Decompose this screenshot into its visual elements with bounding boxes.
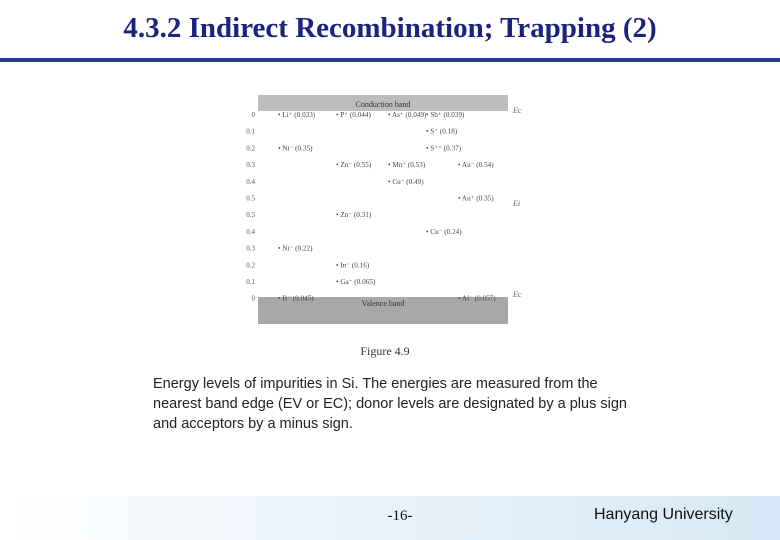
axis-tick-label: 0.4 [246,227,255,236]
impurity-level-label: • Sb⁺ (0.039) [426,111,465,119]
impurity-level-label: • Li⁺ (0.033) [278,111,316,119]
axis-tick-label: 0 [251,294,255,303]
impurity-level-label: • Zn⁻ (0.31) [336,211,372,220]
impurity-level-label: • B⁻ (0.045) [278,294,314,303]
conduction-band-label: Conduction band [355,100,411,109]
impurity-level-label: • Zn⁻ (0.55) [336,161,372,170]
axis-tick-label: 0.1 [246,127,255,136]
axis-tick-label: 0.5 [246,211,255,220]
impurity-level-label: • P⁺ (0.044) [336,111,371,119]
figure-label: Figure 4.9 [360,344,410,358]
axis-tick-label: 0.5 [246,194,255,203]
impurity-level-label: • Ni⁻ (0.35) [278,144,313,153]
university-name: Hanyang University [594,506,733,523]
impurity-level-label: • Al⁻ (0.057) [458,294,496,303]
axis-tick-label: 0.1 [246,278,255,286]
impurity-level-label: • Cu⁻ (0.49) [388,177,424,186]
impurity-level-label: • Au⁻ (0.54) [458,161,494,170]
valence-band-label: Valence band [361,299,405,308]
axis-tick-label: 0.2 [246,144,255,153]
axis-tick-label: 0.4 [246,177,255,186]
ev-edge-label: Ec [513,290,522,299]
impurity-level-label: • Ga⁻ (0.065) [336,278,376,286]
impurity-level-label: • As⁺ (0.049) [388,111,427,119]
impurity-level-label: • In⁻ (0.16) [336,261,370,270]
axis-tick-label: 0.3 [246,161,255,170]
impurity-level-label: • Mn⁺ (0.53) [388,161,426,170]
impurity-level-label: • Ni⁻ (0.22) [278,244,313,253]
slide-title: 4.3.2 Indirect Recombination; Trapping (2) [123,12,657,44]
impurity-level-label: • S⁺⁺ (0.37) [426,144,462,153]
energy-level-svg [236,82,536,332]
impurity-level-label: • Au⁺ (0.35) [458,194,494,203]
page-number: -16- [387,508,413,524]
ei-label: Ei [513,199,521,208]
axis-tick-label: 0.3 [246,244,255,253]
axis-tick-label: 0 [251,111,255,119]
axis-tick-label: 0.2 [246,261,255,270]
figure-caption: Energy levels of impurities in Si. The energies are measured from the nearest band edge (EV or EC); donor levels are designated by a plus sign and acceptors by a minus sign. [153,376,627,432]
energy-level-diagram [236,82,536,332]
impurity-level-label: • Cu⁻ (0.24) [426,227,462,236]
impurity-level-label: • S⁺ (0.18) [426,127,458,136]
title-divider [0,58,780,62]
ec-edge-label: Ec [513,106,522,115]
